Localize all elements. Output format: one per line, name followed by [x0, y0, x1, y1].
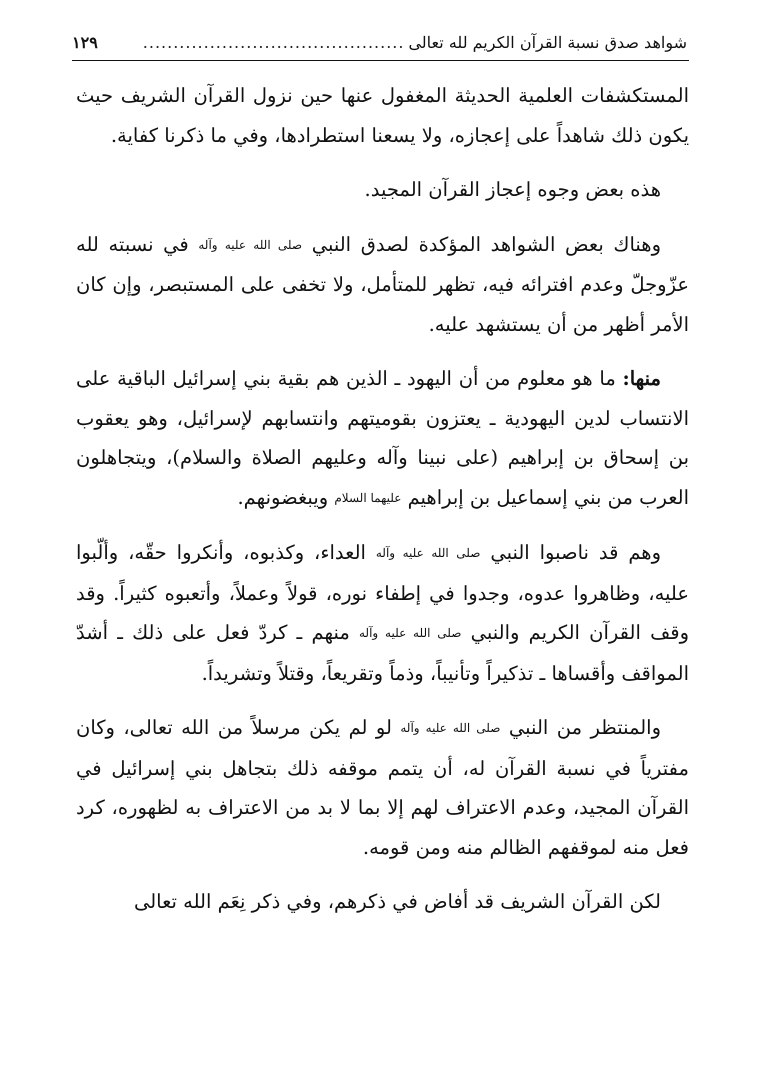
leader-dots: ........................................... [142, 32, 405, 52]
running-header [72, 28, 687, 56]
paragraph-text: منهم ـ كردّ فعل على ذلك ـ أشدّ المواقف وأقساها ـ تذكيراً وتأنيباً، وذماً وتقريعاً، وقتلاً وتشريداً. [76, 621, 689, 685]
paragraph-text: ويبغضونهم. [237, 485, 329, 509]
honorific-glyph: صلى الله عليه وآله [198, 237, 303, 252]
body-text [76, 76, 689, 937]
paragraph-text: لكن القرآن الشريف قد أفاض في ذكرهم، وفي ذكر نِعَم الله تعالى [133, 890, 661, 913]
paragraph-text: المستكشفات العلمية الحديثة المغفول عنها حين نزول القرآن الشريف حيث يكون ذلك شاهداً على إعجازه، ولا يسعنا استطرادها، وفي ما ذكرنا كفاية. [76, 84, 689, 147]
paragraph-2 [76, 170, 689, 210]
paragraph-text: هذه بعض وجوه إعجاز القرآن المجيد. [364, 178, 661, 201]
paragraph-text: لو لم يكن مرسلاً من الله تعالى، وكان مفترياً في نسبة القرآن له، أن يتمم موقفه ذلك بتجاهل بني إسرائيل في القرآن المجيد، وعدم الاعتراف لهم إلا بما لا بد من الاعتراف به لظهوره، كرد فعل منه لموقفهم الظالم منه ومن قومه. [76, 716, 689, 859]
paragraph-text: والمنتظر من النبي [508, 716, 662, 739]
honorific-glyph: عليهما السلام [334, 490, 402, 505]
paragraph-1 [76, 76, 689, 155]
paragraph-lead: منها: [622, 367, 661, 390]
page-number: ١٢٩ [72, 32, 98, 52]
paragraph-text: وهناك بعض الشواهد المؤكدة لصدق النبي [311, 232, 661, 256]
honorific-glyph: صلى الله عليه وآله [359, 626, 462, 640]
paragraph-7 [76, 882, 689, 922]
paragraph-text: ما هو معلوم من أن اليهود ـ الذين هم بقية بني إسرائيل الباقية على الانتساب لدين اليهودية ـ يعتزون بقوميتهم وانتسابهم لإسرائيل، وهو يعقوب بن إسحاق بن إبراهيم (على نبينا وآله وعليهم الصلاة والسلام)، ويتجاهلون العرب من بني إسماعيل بن إبراهيم [76, 367, 689, 509]
honorific-glyph: صلى الله عليه وآله [375, 546, 481, 560]
paragraph-text: وهم قد ناصبوا النبي [490, 541, 662, 564]
paragraph-3 [76, 225, 689, 345]
paragraph-text: العداء، وكذبوه، وأنكروا حقّه، وألّبوا عليه، وظاهروا عدوه، وجدوا في إطفاء نوره، قولاً وعملاً، وأتعبوه كثيراً. وقد وقف القرآن الكريم والنبي [76, 541, 690, 644]
paragraph-6 [76, 708, 689, 867]
paragraph-5 [76, 533, 689, 693]
running-header-title: شواهد صدق نسبة القرآن الكريم لله تعالى [408, 32, 687, 52]
paragraph-4 [76, 359, 689, 518]
honorific-glyph: صلى الله عليه وآله [400, 721, 501, 735]
paragraph-text: في نسبته لله عزّوجلّ وعدم افترائه فيه، تظهر للمتأمل، ولا تخفى على المستبصر، وإن كان الأمر أظهر من أن يستشهد عليه. [76, 232, 689, 336]
header-divider [72, 60, 689, 61]
